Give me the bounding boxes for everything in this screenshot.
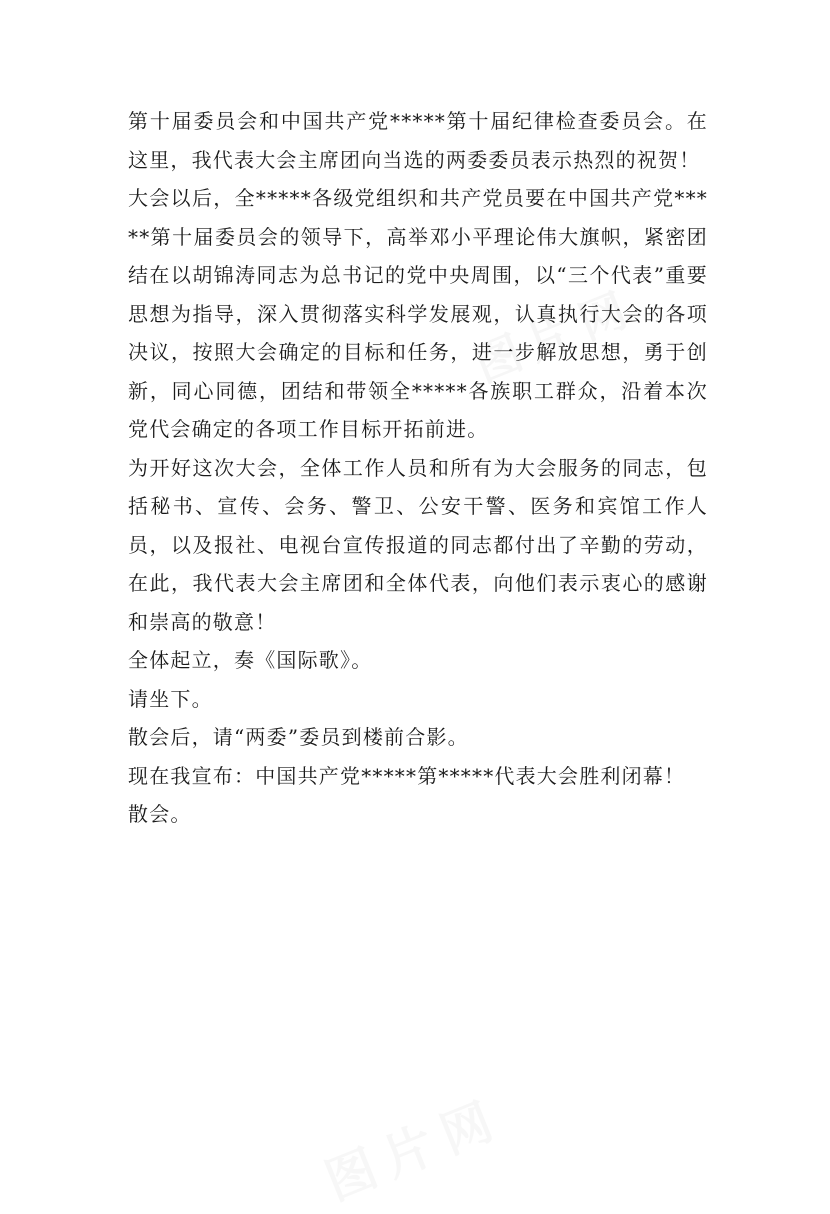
watermark-bottom — [313, 1078, 512, 1214]
document-body — [128, 102, 708, 834]
paragraph-thanks: 为开好这次大会，全体工作人员和所有为大会服务的同志，包括秘书、宣传、会务、警卫、公安干警、医务和宾馆工作人员，以及报社、电视台宣传报道的同志都付出了辛勤的劳动，在此，我代表大会主席团和全体代表，向他们表示衷心的感谢和崇高的敬意！ — [128, 455, 708, 634]
paragraph-call-to-action: 大会以后，全*****各级党组织和共产党员要在中国共产党*****第十届委员会的领导下，高举邓小平理论伟大旗帜，紧密团结在以胡锦涛同志为总书记的党中央周围，以“三个代表”重要思想为指导，深入贯彻落实科学发展观，认真执行大会的各项决议，按照大会确定的目标和任务，进一步解放思想，勇于创新，同心同德，团结和带领全*****各族职工群众，沿着本次党代会确定的各项工作目标开拓前进。 — [128, 186, 708, 441]
paragraph-congratulation: 第十届委员会和中国共产党*****第十届纪律检查委员会。在这里，我代表大会主席团向当选的两委委员表示热烈的祝贺！ — [128, 109, 708, 172]
paragraph-be-seated: 请坐下。 — [128, 686, 213, 711]
paragraph-anthem: 全体起立，奏《国际歌》。 — [128, 648, 373, 672]
paragraph-closing-announcement: 现在我宣布：中国共产党*****第*****代表大会胜利闭幕！ — [128, 763, 686, 788]
paragraph-photo: 散会后，请“两委”委员到楼前合影。 — [128, 725, 469, 749]
paragraph-adjourn: 散会。 — [128, 802, 192, 826]
